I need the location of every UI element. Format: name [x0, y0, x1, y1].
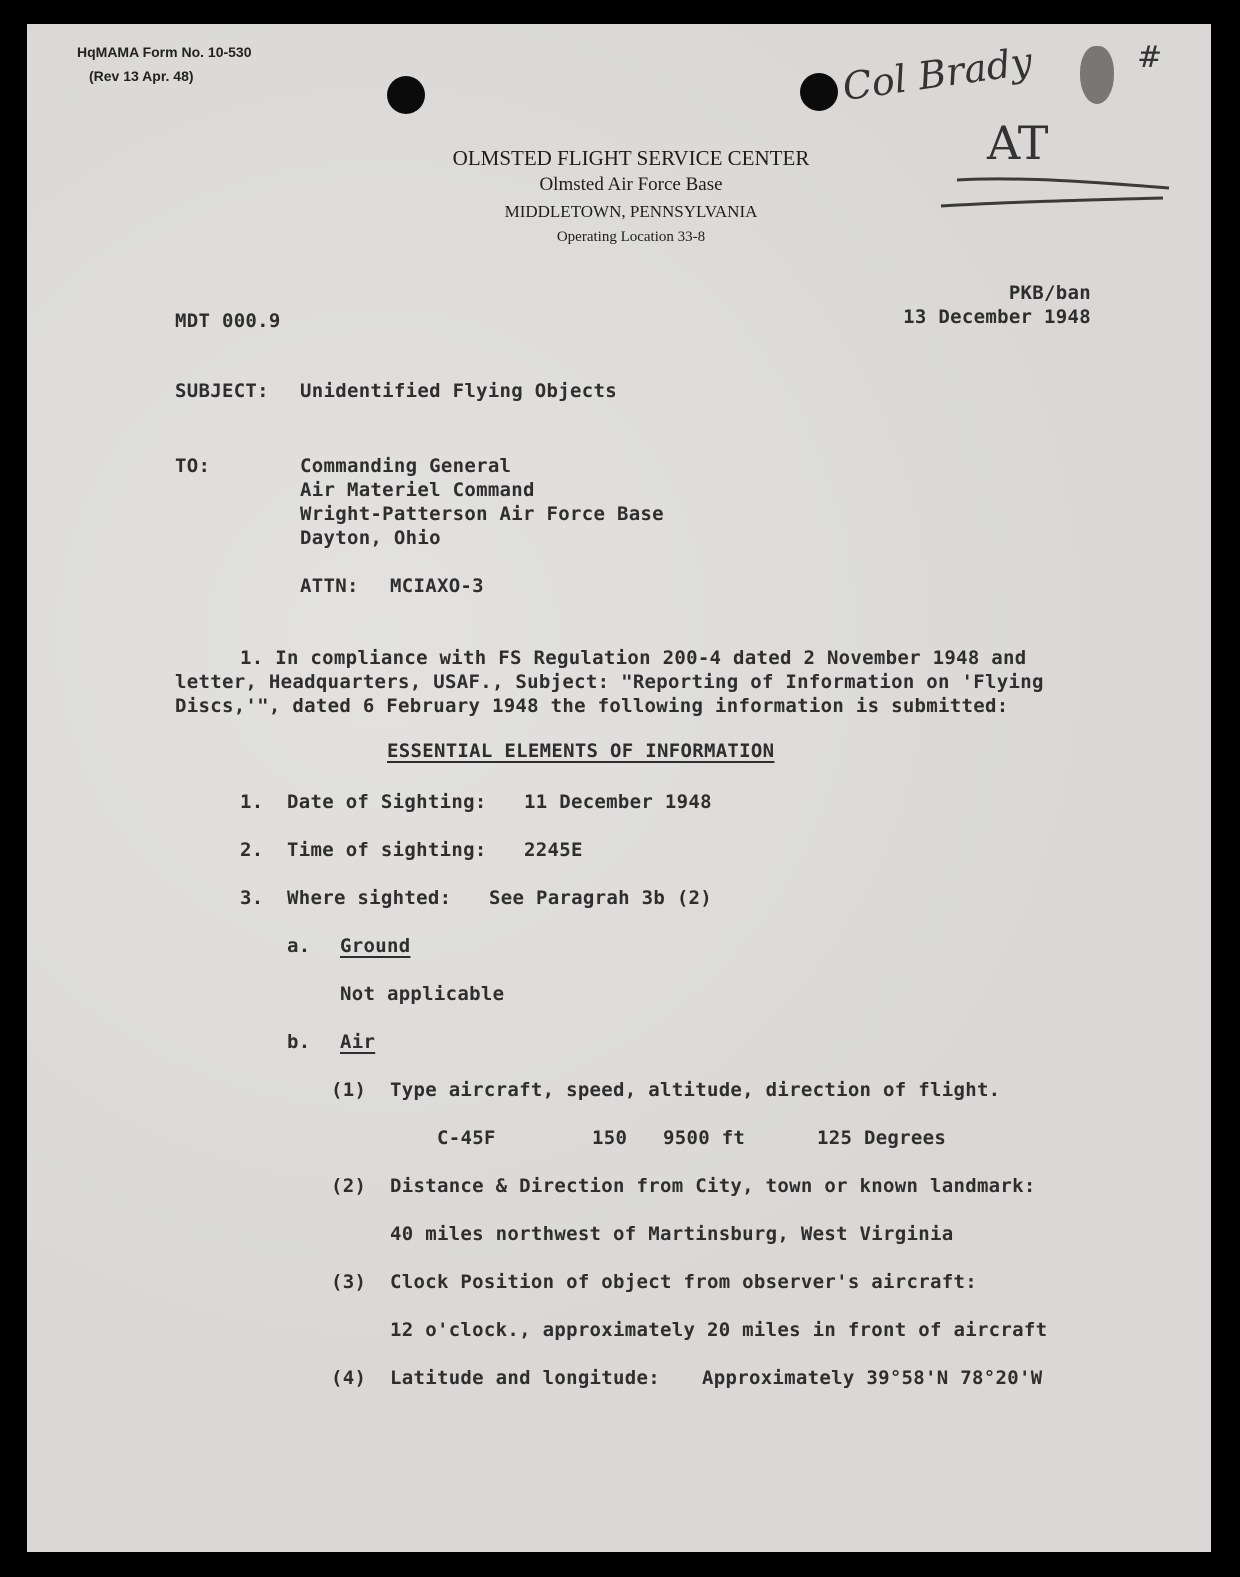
- handwritten-initials: AT: [987, 116, 1049, 170]
- item-number: 3.: [240, 887, 264, 909]
- punch-hole-left: [387, 76, 425, 114]
- subitem-text: Distance & Direction from City, town or known landmark:: [390, 1175, 1036, 1197]
- body-paragraph-line: 1. In compliance with FS Regulation 200-4 dated 2 November 1948 and: [240, 647, 1027, 669]
- attn-label: ATTN:: [300, 575, 359, 597]
- aircraft-speed: 150: [592, 1127, 628, 1149]
- letter-date: 13 December 1948: [903, 306, 1091, 328]
- form-revision: (Rev 13 Apr. 48): [89, 68, 194, 84]
- subitem-letter: b.: [287, 1031, 311, 1053]
- addressee-line: Commanding General: [300, 455, 512, 477]
- subitem-number: (2): [331, 1175, 367, 1197]
- item-label: Time of sighting:: [287, 839, 487, 861]
- item-label: Where sighted:: [287, 887, 452, 909]
- item-label: Date of Sighting:: [287, 791, 487, 813]
- handwritten-strokes: [937, 172, 1177, 216]
- subject-text: Unidentified Flying Objects: [300, 380, 617, 402]
- sighting-time-value: 2245E: [524, 839, 583, 861]
- form-number: HqMAMA Form No. 10-530: [77, 44, 252, 60]
- section-heading: ESSENTIAL ELEMENTS OF INFORMATION: [387, 740, 775, 762]
- where-sighted-value: See Paragrah 3b (2): [489, 887, 713, 909]
- subitem-letter: a.: [287, 935, 311, 957]
- clock-position-value: 12 o'clock., approximately 20 miles in front of aircraft: [390, 1319, 1048, 1341]
- addressee-line: Air Materiel Command: [300, 479, 535, 501]
- item-number: 2.: [240, 839, 264, 861]
- subject-label: SUBJECT:: [175, 380, 269, 402]
- handwritten-hash-mark: #: [1137, 40, 1163, 75]
- letterhead-organization: OLMSTED FLIGHT SERVICE CENTER: [452, 146, 810, 170]
- to-label: TO:: [175, 455, 211, 477]
- aircraft-type: C-45F: [437, 1127, 496, 1149]
- addressee-line: Dayton, Ohio: [300, 527, 441, 549]
- subitem-number: (3): [331, 1271, 367, 1293]
- letterhead-base: Olmsted Air Force Base: [539, 174, 723, 195]
- letterhead-location: MIDDLETOWN, PENNSYLVANIA: [504, 202, 758, 221]
- body-paragraph-line: Discs,'", dated 6 February 1948 the following information is submitted:: [175, 695, 1009, 717]
- punch-hole-right: [800, 73, 838, 111]
- file-number: MDT 000.9: [175, 310, 281, 332]
- document-page: [27, 24, 1211, 1552]
- item-number: 1.: [240, 791, 264, 813]
- subitem-text: Type aircraft, speed, altitude, direction of flight.: [390, 1079, 1001, 1101]
- handwritten-signature: Col Brady: [839, 38, 1035, 110]
- sighting-date-value: 11 December 1948: [524, 791, 712, 813]
- subitem-text: Latitude and longitude:: [390, 1367, 660, 1389]
- landmark-value: 40 miles northwest of Martinsburg, West Virginia: [390, 1223, 954, 1245]
- typist-initials: PKB/ban: [1008, 282, 1091, 304]
- subitem-number: (4): [331, 1367, 367, 1389]
- lat-long-value: Approximately 39°58'N 78°20'W: [702, 1367, 1043, 1389]
- body-paragraph-line: letter, Headquarters, USAF., Subject: "Reporting of Information on 'Flying: [175, 671, 1044, 693]
- ink-smudge: [1080, 46, 1114, 104]
- subitem-number: (1): [331, 1079, 367, 1101]
- flight-direction: 125 Degrees: [817, 1127, 947, 1149]
- subitem-text: Clock Position of object from observer's aircraft:: [390, 1271, 977, 1293]
- addressee-line: Wright-Patterson Air Force Base: [300, 503, 664, 525]
- subitem-heading-ground: Ground: [340, 935, 411, 957]
- attn-value: MCIAXO-3: [390, 575, 484, 597]
- ground-value: Not applicable: [340, 983, 505, 1005]
- aircraft-altitude: 9500 ft: [663, 1127, 746, 1149]
- letterhead-operating-location: Operating Location 33-8: [556, 229, 706, 245]
- subitem-heading-air: Air: [340, 1031, 376, 1053]
